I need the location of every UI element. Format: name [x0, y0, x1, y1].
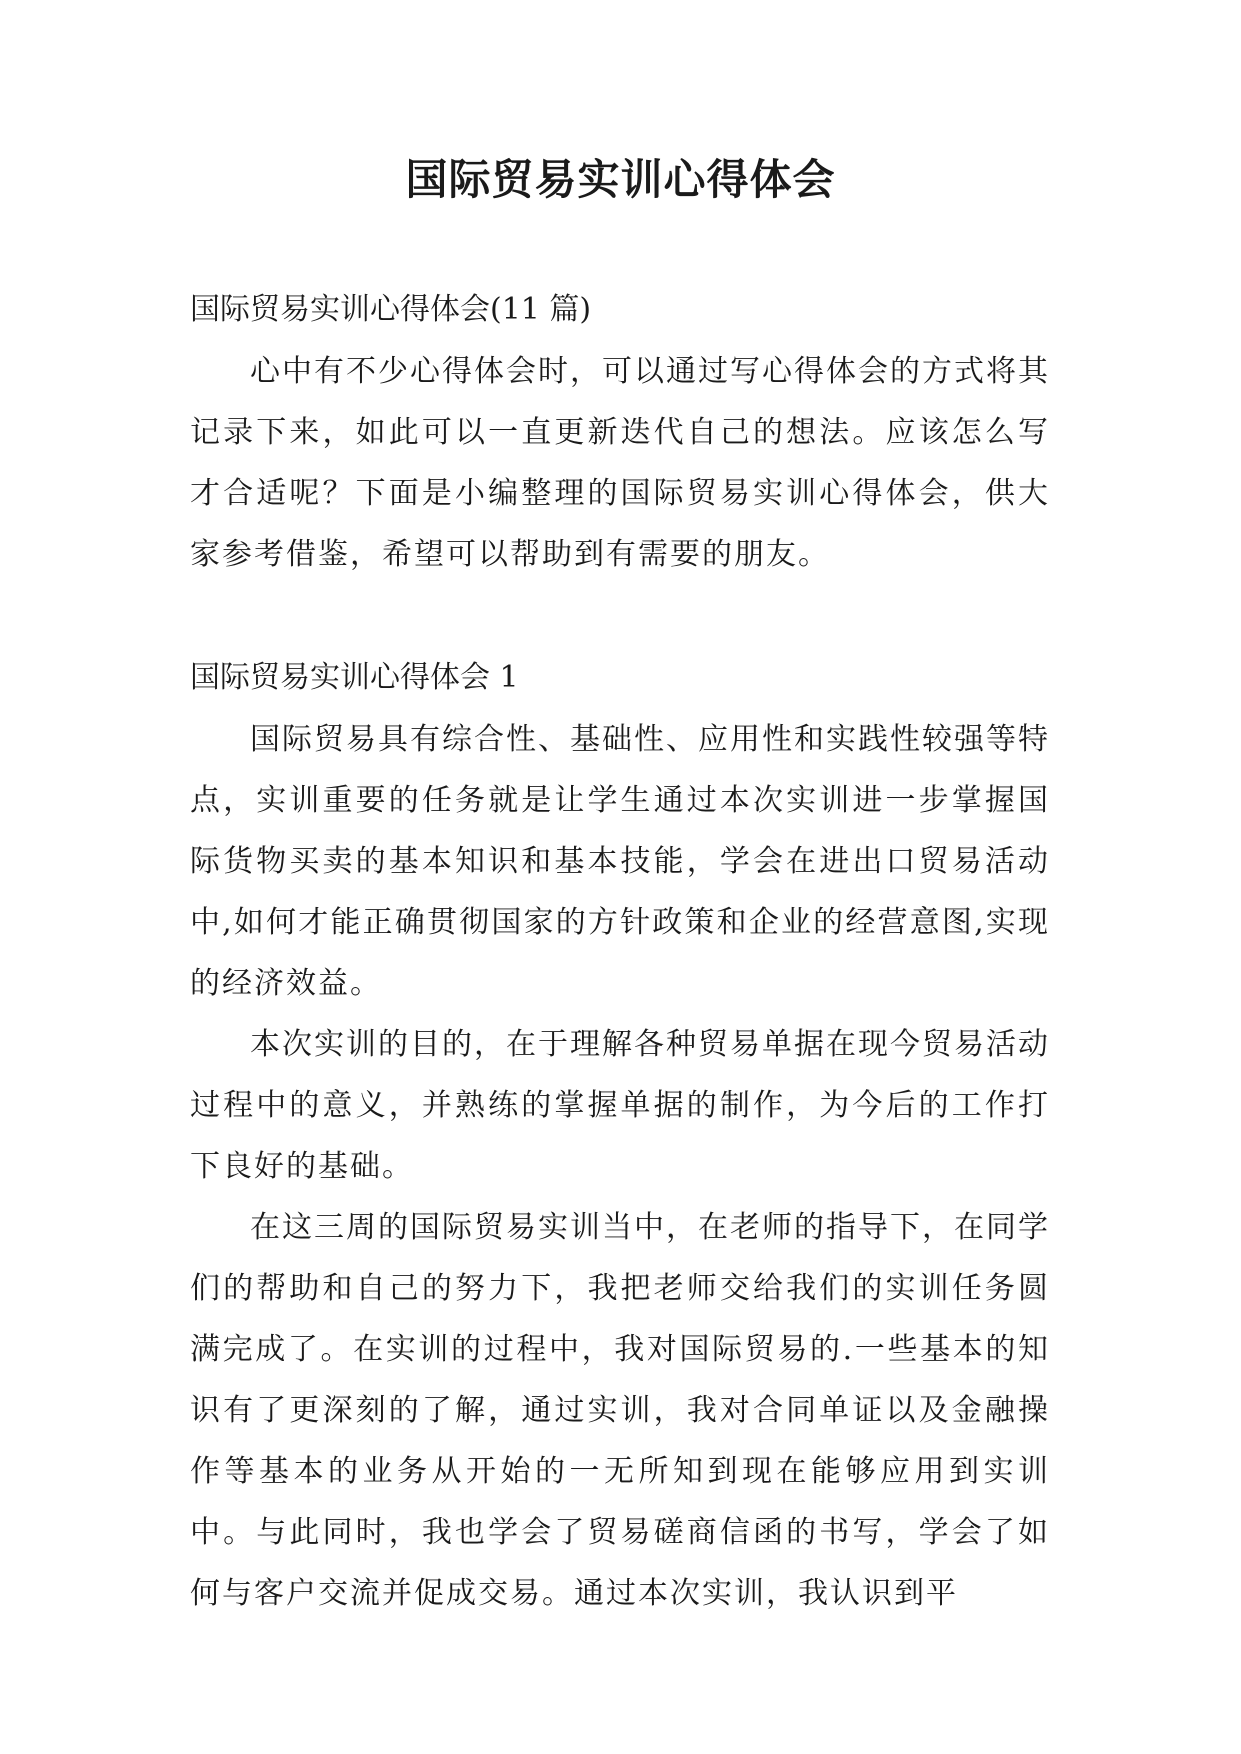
body-paragraph-3: 在这三周的国际贸易实训当中，在老师的指导下，在同学们的帮助和自己的努力下，我把老师交给我们的实训任务圆满完成了。在实训的过程中，我对国际贸易的.一些基本的知识有了更深刻的了解，通过实训，我对合同单证以及金融操作等基本的业务从开始的一无所知到现在能够应用到实训中。与此同时，我也学会了贸易磋商信函的书写，学会了如何与客户交流并促成交易。通过本次实训，我认识到平	[190, 1210, 1050, 1611]
document-body	[190, 290, 1050, 1624]
section-heading: 国际贸易实训心得体会 1	[190, 660, 519, 695]
body-paragraph-2: 本次实训的目的，在于理解各种贸易单据在现今贸易活动过程中的意义，并熟练的掌握单据的制作，为今后的工作打下良好的基础。	[190, 1027, 1050, 1184]
page-title: 国际贸易实训心得体会	[405, 155, 836, 204]
intro-paragraph: 心中有不少心得体会时，可以通过写心得体会的方式将其记录下来，如此可以一直更新迭代自己的想法。应该怎么写才合适呢？下面是小编整理的国际贸易实训心得体会，供大家参考借鉴，希望可以帮助到有需要的朋友。	[190, 354, 1050, 572]
body-paragraph-1: 国际贸易具有综合性、基础性、应用性和实践性较强等特点，实训重要的任务就是让学生通过本次实训进一步掌握国际货物买卖的基本知识和基本技能，学会在进出口贸易活动中,如何才能正确贯彻国家的方针政策和企业的经营意图,实现的经济效益。	[190, 722, 1050, 1001]
document-subtitle: 国际贸易实训心得体会(11 篇)	[190, 292, 592, 327]
